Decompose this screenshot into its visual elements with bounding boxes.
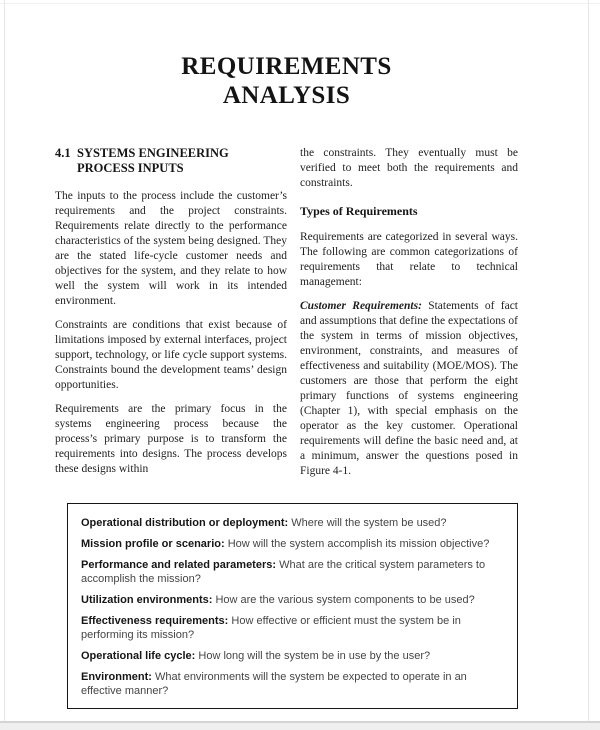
page-bottom-edge: [0, 721, 600, 730]
item-text: How are the various system components to be used?: [215, 594, 475, 606]
item-label: Operational distribution or deployment:: [81, 517, 289, 529]
item-text: How effective or efficient must the system be in performing its mission?: [81, 615, 461, 641]
item-label: Mission profile or scenario:: [81, 538, 225, 550]
item-text: How will the system accomplish its mission objective?: [227, 538, 490, 550]
section-heading: [55, 146, 287, 176]
two-column-text: [55, 146, 518, 479]
item-label: Performance and related parameters:: [81, 559, 277, 571]
list-item: [81, 649, 503, 663]
item-label: Utilization environments:: [81, 594, 213, 606]
list-item: [81, 593, 503, 607]
right-column: [300, 146, 518, 479]
page-left-edge: [4, 0, 5, 721]
paragraph-continuation: the constraints. They eventually must be verified to meet both the requirements and constraints.: [300, 147, 518, 189]
customer-requirements-label: Customer Requirements:: [300, 300, 422, 312]
paragraph-customer-requirements: [300, 299, 518, 479]
list-item: [81, 614, 503, 642]
item-text: How long will the system be in use by the user?: [198, 650, 431, 662]
item-text: Where will the system be used?: [291, 517, 447, 529]
paragraph-requirements-focus: Requirements are the primary focus in the systems engineering process because the process’s primary purpose is to transform the requirements into designs. The process develops these designs within: [55, 403, 287, 475]
page-title-line2: ANALYSIS: [222, 82, 351, 109]
item-label: Operational life cycle:: [81, 650, 196, 662]
left-column: [55, 146, 287, 479]
paragraph-categorizations: Requirements are categorized in several ways. The following are common categorizations of requirements that relate to technical management:: [300, 231, 518, 288]
item-label: Environment:: [81, 671, 152, 683]
customer-requirements-text: Statements of fact and assumptions that define the expectations of the system in terms of mission objectives, environment, constraints, and measures of effectiveness and suitability (MOE/MOS). The customers are those that perform the eight primary functions of systems engineering (Chapter 1), with special emphasis on the operator as the key customer. Operational requirements will define the basic need and, at a minimum, answer the questions posed in Figure 4-1.: [300, 300, 518, 477]
types-of-requirements-heading: Types of Requirements: [300, 204, 418, 218]
page-right-edge: [588, 0, 589, 721]
section-title: SYSTEMS ENGINEERING PROCESS INPUTS: [77, 146, 229, 175]
page-title-line1: REQUIREMENTS: [181, 53, 392, 80]
item-text: What environments will the system be expected to operate in an effective manner?: [81, 671, 467, 697]
paragraph-inputs: The inputs to the process include the customer’s requirements and the project constraints. Requirements relate directly to the performance characteristics of the system being designed. They are the stated life-cycle customer needs and objectives for the system, and they relate to how well the system will work in its intended environment.: [55, 190, 287, 307]
item-text: What are the critical system parameters to accomplish the mission?: [81, 559, 486, 585]
page-title: [55, 52, 518, 110]
list-item: [81, 670, 503, 698]
section-number: 4.1: [55, 146, 71, 160]
list-item: [81, 537, 503, 551]
figure-4-1-box: [67, 503, 518, 709]
paragraph-constraints: Constraints are conditions that exist because of limitations imposed by external interfaces, project support, technology, or life cycle support systems. Constraints bound the development teams’ design opportunities.: [55, 319, 287, 391]
list-item: [81, 516, 503, 530]
list-item: [81, 558, 503, 586]
item-label: Effectiveness requirements:: [81, 615, 229, 627]
document-page: [55, 0, 518, 709]
